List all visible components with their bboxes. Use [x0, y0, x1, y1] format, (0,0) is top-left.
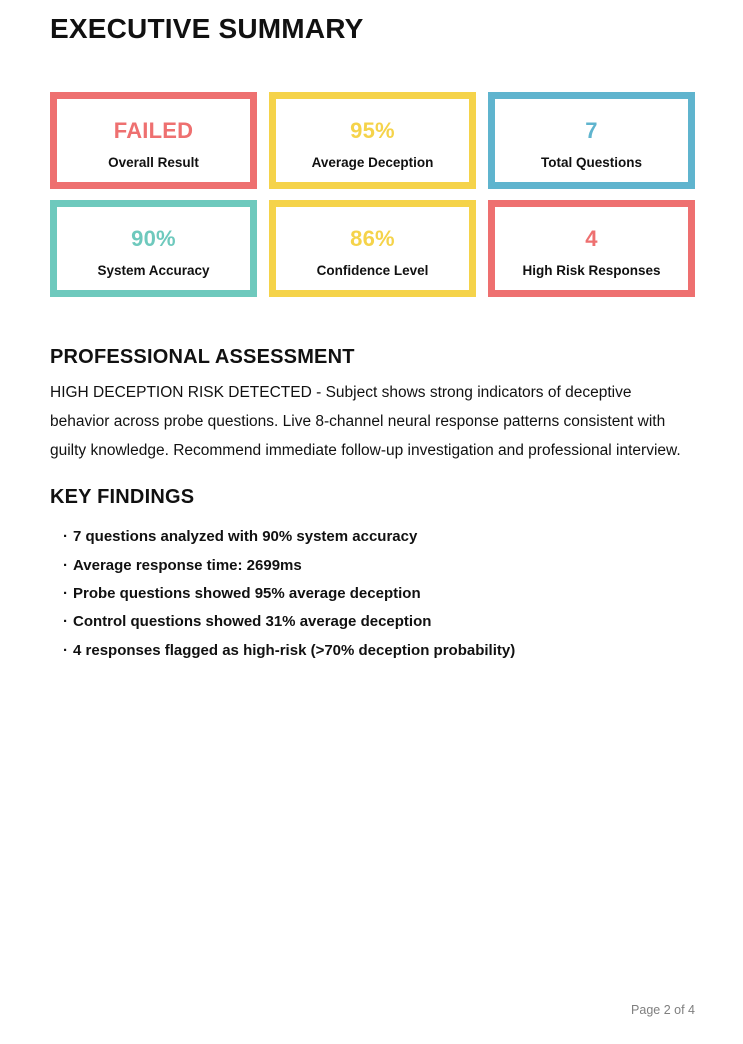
- key-findings-list: [50, 523, 695, 665]
- bullet-marker: ·: [63, 528, 68, 546]
- key-finding-item: [63, 580, 695, 608]
- bullet-marker: ·: [63, 613, 68, 631]
- summary-card-grid: [50, 92, 695, 297]
- key-findings-heading: KEY FINDINGS: [50, 486, 195, 509]
- card-overall-result-label: Overall Result: [108, 154, 199, 170]
- card-system-accuracy: [50, 200, 257, 297]
- key-finding-item: [63, 608, 695, 636]
- bullet-marker: ·: [63, 585, 68, 603]
- key-finding-text: 7 questions analyzed with 90% system accuracy: [73, 528, 418, 546]
- bullet-marker: ·: [63, 641, 68, 659]
- professional-assessment-heading: PROFESSIONAL ASSESSMENT: [50, 346, 355, 369]
- card-total-questions: [488, 92, 695, 189]
- card-system-accuracy-value: 90%: [131, 225, 176, 251]
- bullet-marker: ·: [63, 556, 68, 574]
- card-overall-result: [50, 92, 257, 189]
- key-finding-item: [63, 637, 695, 665]
- card-overall-result-value: FAILED: [113, 117, 194, 143]
- card-average-deception: [269, 92, 476, 189]
- section-professional-assessment: [50, 345, 695, 465]
- card-high-risk-responses-value: 4: [585, 225, 598, 251]
- card-confidence-level-value: 86%: [350, 225, 395, 251]
- key-finding-text: Control questions showed 31% average deception: [73, 613, 432, 631]
- key-finding-text: Probe questions showed 95% average deception: [73, 585, 421, 603]
- card-average-deception-label: Average Deception: [311, 154, 434, 170]
- card-confidence-level: [269, 200, 476, 297]
- section-key-findings: [50, 485, 695, 665]
- key-finding-item: [63, 552, 695, 580]
- card-high-risk-responses-label: High Risk Responses: [522, 262, 661, 278]
- page-title: EXECUTIVE SUMMARY: [50, 13, 364, 44]
- card-total-questions-label: Total Questions: [540, 154, 642, 170]
- card-confidence-level-label: Confidence Level: [316, 262, 429, 278]
- key-finding-text: 4 responses flagged as high-risk (>70% deception probability): [73, 641, 516, 659]
- card-total-questions-value: 7: [585, 117, 598, 143]
- key-finding-text: Average response time: 2699ms: [73, 556, 302, 574]
- card-system-accuracy-label: System Accuracy: [97, 262, 210, 278]
- page-number-footer: Page 2 of 4: [631, 1003, 695, 1017]
- card-average-deception-value: 95%: [350, 117, 395, 143]
- card-high-risk-responses: [488, 200, 695, 297]
- key-finding-item: [63, 523, 695, 551]
- professional-assessment-body: HIGH DECEPTION RISK DETECTED - Subject shows strong indicators of deceptive behavior across probe questions. Live 8-channel neural response patterns consistent with guilty knowledge. Recommend immediate follow-up investigation and professional interview.: [50, 384, 681, 459]
